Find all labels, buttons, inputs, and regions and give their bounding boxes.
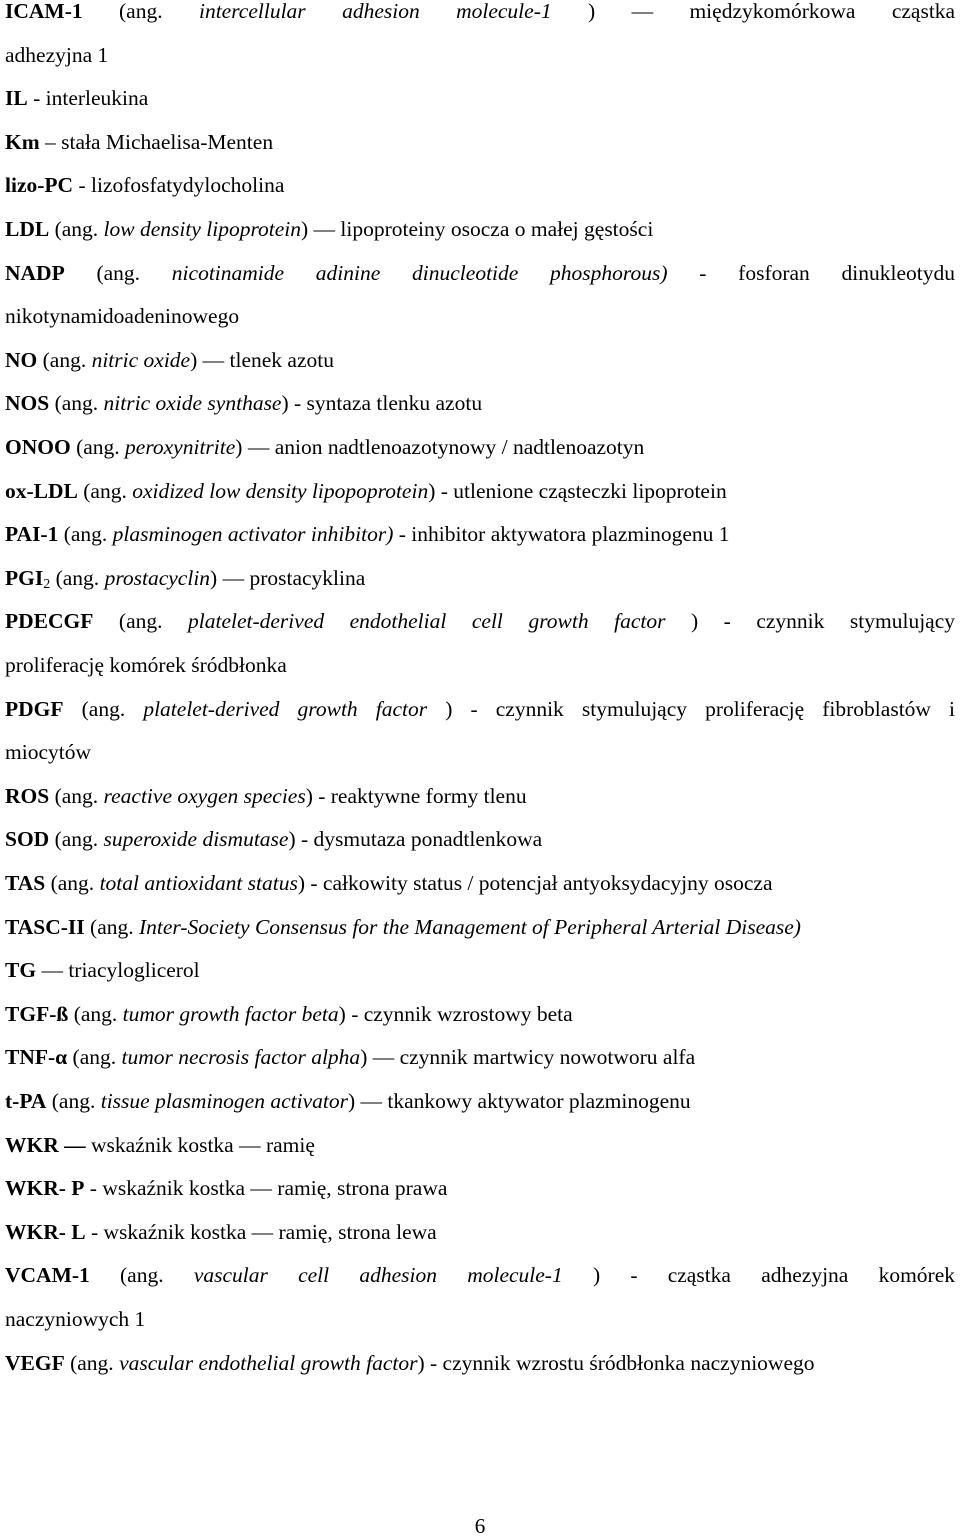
entry-line [5,170,955,200]
entry-line [5,1173,955,1203]
abbreviation-term: NO [5,347,38,372]
entry-line [5,1348,955,1378]
definition-text: ) - syntaza tlenku azotu [281,391,483,416]
entry-line [5,606,955,636]
definition-text: (ang. [84,914,139,939]
definition-text: ) — prostacyklina [210,565,366,590]
definition-text: ) [592,1263,601,1288]
abbreviation-term: TG [5,958,37,983]
english-term: endothelial [349,609,447,634]
abbreviation-term: TGF-ß [5,1001,69,1026]
definition-text: – stała Michaelisa-Menten [39,129,274,154]
entry-continuation-line [5,650,955,680]
definition-text: (ang. [46,1089,101,1113]
definition-text: naczyniowych 1 [5,1307,146,1331]
entry-line [5,345,955,375]
abbreviation-term: ONOO [5,435,71,459]
english-term: platelet-derived growth factor [143,696,428,721]
abbreviation-list [5,0,955,1537]
definition-text: (ang. [67,1045,122,1070]
entry-line [5,476,955,506]
definition-text: (ang. [49,827,104,852]
entry-line [5,0,955,26]
entry-line [5,1217,955,1247]
subscript: 2 [43,576,51,592]
entry-line [5,781,955,811]
entry-continuation-line [5,1304,955,1334]
definition-text: (ang. [118,609,163,634]
definition-text: cząstka [667,1263,731,1288]
entry-line [5,694,955,724]
definition-text: ) [588,0,596,23]
abbreviation-term: TASC-II [5,914,85,939]
abbreviation-term: VCAM-1 [5,1263,90,1288]
definition-text: (ang. [81,696,144,721]
definition-text: (ang. [45,871,100,895]
definition-text: (ang. [64,1350,120,1375]
definition-text: ) — anion nadtlenoazotynowy / nadtlenoazotyn [235,435,645,459]
definition-text: (ang. [119,0,163,23]
abbreviation-term: ICAM-1 [5,0,83,23]
english-term: nicotinamide adinine dinucleotide phosphorous) [171,260,668,285]
abbreviation-term: WKR- L [5,1219,86,1244]
definition-text: ) - dysmutaza ponadtlenkowa [288,827,543,852]
definition-text: - [630,1263,638,1288]
definition-text: (ang. [120,1263,164,1288]
definition-text: (ang. [49,391,104,416]
definition-text: (ang. [37,347,92,372]
english-term: total antioxidant status [99,871,298,895]
english-term: reactive oxygen species [103,783,306,808]
english-term: vascular endothelial growth factor [119,1350,418,1375]
entry-line [5,1086,955,1116]
english-term: cell [471,609,503,634]
entry-line [5,519,955,549]
abbreviation-term: TNF-α [5,1045,68,1070]
english-term: superoxide dismutase [103,827,289,852]
definition-text: (ang. [96,260,172,285]
entry-line [5,912,955,942]
definition-text: - [723,609,731,634]
definition-text: ) - czynnik wzrostu śródbłonka naczyniowego [417,1350,815,1375]
definition-text: - inhibitor aktywatora plazminogenu 1 [393,522,730,547]
abbreviation-term: SOD [5,827,50,852]
abbreviation-term: PGI [5,565,44,590]
definition-text: ) - całkowity status / potencjał antyoksydacyjny osocza [297,871,773,895]
definition-text: nikotynamidoadeninowego [5,304,240,329]
entry-continuation-line [5,301,955,331]
english-term: molecule-1 [467,1263,563,1288]
english-term: plasminogen activator inhibitor) [112,522,394,547]
definition-text: — [631,0,654,23]
definition-text: - fosforan dinukleotydu [699,260,956,285]
abbreviation-term: TAS [5,871,46,895]
definition-text: proliferację komórek śródbłonka [5,653,287,677]
entry-line [5,868,955,898]
english-term: adhesion [342,0,420,23]
definition-text: ) - utlenione cząsteczki lipoprotein [428,478,727,503]
definition-text: stymulujący [849,609,956,634]
entry-line [5,824,955,854]
english-term: prostacyclin [104,565,211,590]
entry-line [5,1042,955,1072]
english-term: platelet-derived [188,609,325,634]
definition-text: ) — lipoproteiny osocza o małej gęstości [301,217,654,241]
english-term: adhesion [359,1263,437,1288]
definition-text: ) — czynnik martwicy nowotworu alfa [360,1045,696,1070]
definition-text: miocytów [5,740,91,765]
english-term: growth [528,609,589,634]
definition-text: - wskaźnik kostka — ramię, strona prawa [84,1176,448,1201]
abbreviation-term: ROS [5,783,50,808]
abbreviation-term: WKR- P [5,1176,85,1201]
english-term: tissue plasminogen activator [100,1089,348,1113]
definition-text: (ang. [50,565,105,590]
abbreviation-term: lizo-PC [5,173,74,198]
page-number: 6 [474,1514,486,1538]
abbreviation-term: PAI-1 [5,522,59,547]
definition-text: - wskaźnik kostka — ramię, strona lewa [85,1219,437,1244]
entry-line [5,83,955,113]
entry-continuation-line [5,737,955,767]
definition-text: wskaźnik kostka — ramię [85,1132,315,1157]
english-term: low density lipoprotein [103,217,302,241]
english-term: molecule-1 [456,0,552,23]
entry-line [5,388,955,418]
english-term: factor [614,609,666,634]
english-term: vascular [193,1263,268,1288]
definition-text: ) — tlenek azotu [190,347,334,372]
definition-text: - lizofosfatydylocholina [73,173,285,198]
english-term: tumor growth factor beta [122,1001,339,1026]
definition-text: (ang. [68,1001,123,1026]
definition-text: międzykomórkowa [689,0,856,23]
entry-line [5,258,955,288]
english-term: cell [298,1263,330,1288]
entry-line [5,1130,955,1160]
definition-text: (ang. [58,522,113,547]
abbreviation-term: PDGF [5,696,64,721]
abbreviation-term: t-PA [5,1089,47,1113]
entry-line [5,563,955,593]
definition-text: ) - czynnik stymulujący proliferację fibroblastów i [445,696,956,721]
abbreviation-term: NOS [5,391,50,416]
definition-text: - interleukina [27,86,149,111]
english-term: nitric oxide synthase [103,391,282,416]
definition-text: ) - reaktywne formy tlenu [305,783,527,808]
abbreviation-term: IL [5,86,28,111]
abbreviation-term: ox-LDL [5,478,78,503]
entry-line [5,127,955,157]
definition-text: cząstka [891,0,956,23]
abbreviation-term: VEGF [5,1350,65,1375]
definition-text: ) — tkankowy aktywator plazminogenu [347,1089,691,1113]
definition-text: ) - czynnik wzrostowy beta [338,1001,573,1026]
english-term: nitric oxide [91,347,191,372]
definition-text: adhezyjna 1 [5,42,109,67]
entry-line [5,214,955,244]
entry-line [5,1260,955,1290]
english-term: oxidized low density lipopoprotein [132,478,429,503]
definition-text: (ang. [70,435,126,459]
abbreviation-term: Km [5,129,40,154]
definition-text: czynnik [756,609,825,634]
english-term: intercellular [198,0,306,23]
english-term: peroxynitrite [125,435,236,459]
entry-line [5,432,955,462]
abbreviation-term: NADP [5,260,65,285]
english-term: Inter-Society Consensus for the Management of Peripheral Arterial Disease) [138,914,801,939]
entry-line [5,999,955,1029]
entry-continuation-line [5,40,955,70]
abbreviation-term: WKR — [5,1132,86,1157]
english-term: tumor necrosis factor alpha [121,1045,361,1070]
definition-text: adhezyjna komórek [761,1263,955,1288]
definition-text: — triacyloglicerol [36,958,200,983]
abbreviation-term: PDECGF [5,609,94,634]
definition-text: (ang. [49,783,104,808]
abbreviation-term: LDL [5,217,50,241]
definition-text: (ang. [49,217,104,241]
entry-line [5,955,955,985]
definition-text: ) [690,609,699,634]
definition-text: (ang. [77,478,133,503]
